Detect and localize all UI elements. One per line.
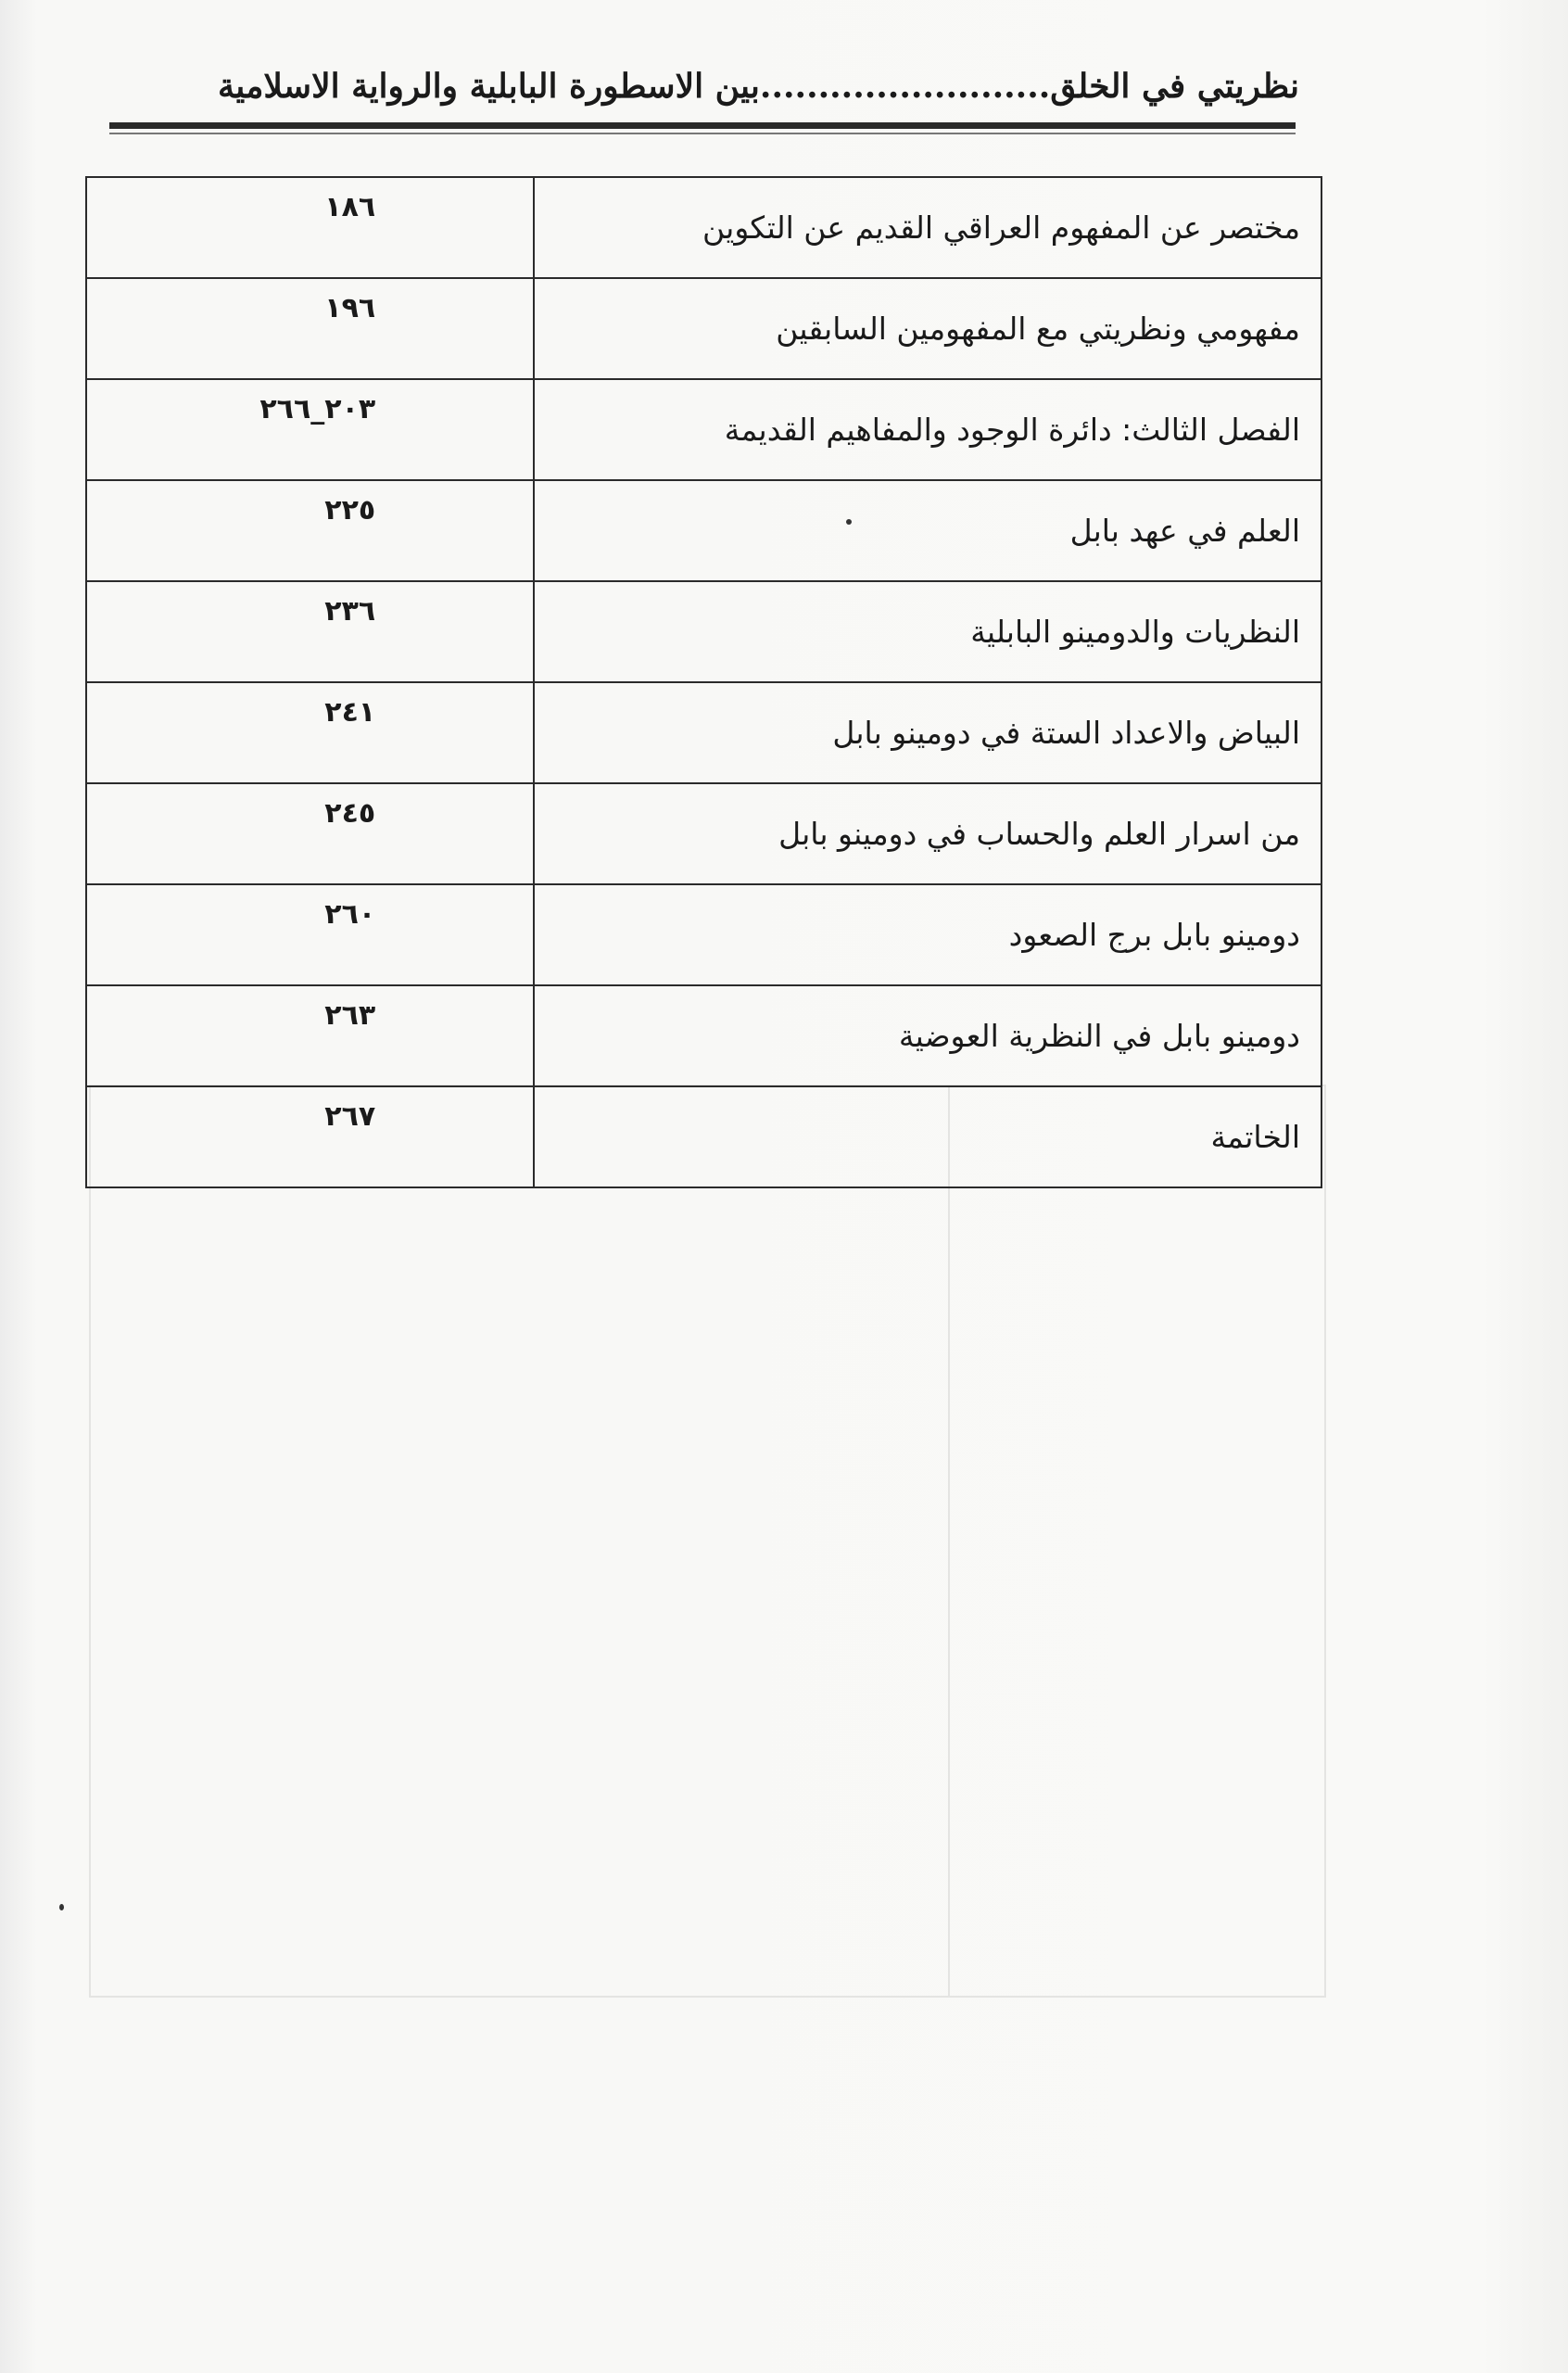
bleed-through-divider	[948, 1086, 950, 1996]
table-row	[86, 682, 1321, 783]
table-row	[86, 278, 1321, 379]
toc-page: ٢٦٠	[86, 884, 534, 985]
toc-title: العلم في عهد بابل	[534, 480, 1321, 581]
toc-title: دومينو بابل برج الصعود	[534, 884, 1321, 985]
table-of-contents	[85, 176, 1322, 1188]
toc-title: دومينو بابل في النظرية العوضية	[534, 985, 1321, 1086]
toc-page: ١٩٦	[86, 278, 534, 379]
ink-speck	[846, 519, 852, 525]
toc-title: مختصر عن المفهوم العراقي القديم عن التكوين	[534, 177, 1321, 278]
toc-title: مفهومي ونظريتي مع المفهومين السابقين	[534, 278, 1321, 379]
toc-title: النظريات والدومينو البابلية	[534, 581, 1321, 682]
header-title: نظريتي في الخلق.........................بين الاسطورة البابلية والرواية الاسلامية	[217, 67, 1299, 106]
table-row	[86, 379, 1321, 480]
toc-page: ٢٤٥	[86, 783, 534, 884]
toc-title: الفصل الثالث: دائرة الوجود والمفاهيم القديمة	[534, 379, 1321, 480]
toc-title: من اسرار العلم والحساب في دومينو بابل	[534, 783, 1321, 884]
table-row	[86, 1086, 1321, 1187]
toc-page: ٢٦٣	[86, 985, 534, 1086]
toc-title: الخاتمة	[534, 1086, 1321, 1187]
toc-page: ١٨٦	[86, 177, 534, 278]
toc-page: ٢٦٧	[86, 1086, 534, 1187]
running-header	[104, 67, 1299, 119]
ink-speck	[59, 1904, 64, 1910]
toc-title: البياض والاعداد الستة في دومينو بابل	[534, 682, 1321, 783]
table-row	[86, 783, 1321, 884]
header-rule	[109, 122, 1296, 129]
table-row	[86, 581, 1321, 682]
table-row	[86, 884, 1321, 985]
table-row	[86, 480, 1321, 581]
toc-page: ٢٤١	[86, 682, 534, 783]
toc-page: ٢٠٣_٢٦٦	[86, 379, 534, 480]
table-row	[86, 177, 1321, 278]
toc-page: ٢٣٦	[86, 581, 534, 682]
toc-page: ٢٢٥	[86, 480, 534, 581]
bleed-through-table	[89, 1085, 1326, 1998]
header-rule-thin	[109, 133, 1296, 134]
table-row	[86, 985, 1321, 1086]
